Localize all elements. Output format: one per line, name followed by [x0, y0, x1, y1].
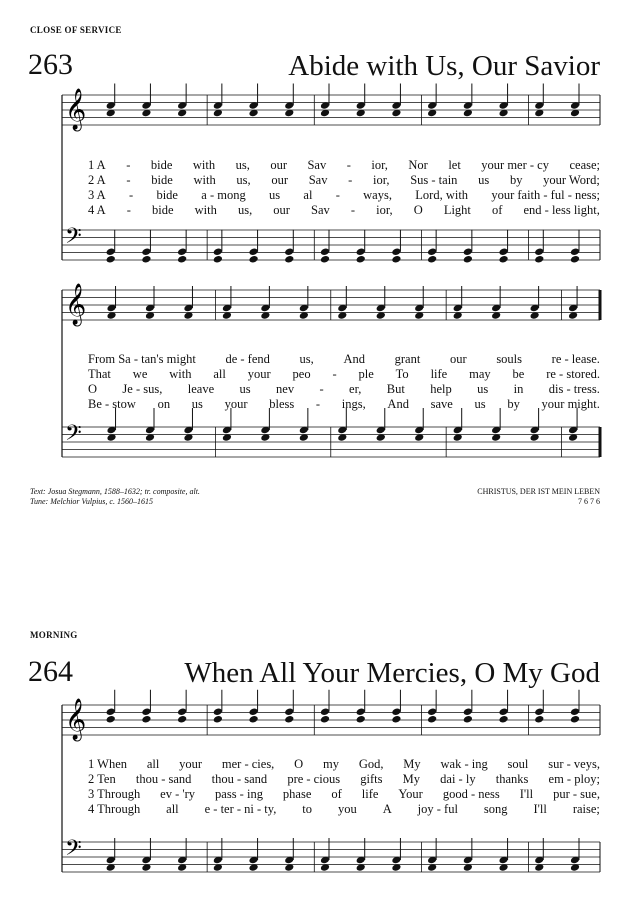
lyric-line [88, 787, 600, 802]
note-head [106, 255, 116, 264]
syllable: Light [443, 203, 471, 217]
syllable: your Word; [543, 173, 600, 187]
syllable: on [157, 397, 171, 411]
syllable: your mer - cy [481, 158, 549, 172]
syllable: I'll [533, 802, 547, 816]
note-head [249, 255, 259, 264]
syllable: your might. [541, 397, 600, 411]
syllable: em - ploy; [548, 772, 600, 786]
lyric-line [88, 772, 600, 787]
syllable: Your [398, 787, 423, 801]
syllable: our [271, 173, 289, 187]
syllable: Je - sus, [122, 382, 163, 396]
syllable: Be - stow [88, 397, 136, 411]
syllable: nev [276, 382, 295, 396]
syllable: our [273, 203, 290, 217]
syllable: e - ter - ni - ty, [204, 802, 277, 816]
syllable: by [509, 173, 523, 187]
syllable: our [270, 158, 287, 172]
note-head [177, 715, 187, 724]
lyric-line [88, 397, 600, 412]
syllable: ior, [373, 173, 390, 187]
note-head [141, 715, 151, 724]
syllable: grant [394, 352, 421, 366]
lyric-line [88, 203, 600, 218]
lyric-line [88, 173, 600, 188]
syllable: us [191, 397, 203, 411]
syllable: And [343, 352, 365, 366]
syllable: 4 Through [88, 802, 141, 816]
note-head [391, 255, 401, 264]
note-head [356, 255, 366, 264]
note-head [427, 255, 437, 264]
syllable: us, [299, 352, 314, 366]
note-head [106, 715, 116, 724]
syllable: ior, [371, 158, 388, 172]
note-head [320, 715, 330, 724]
note-head [570, 715, 580, 724]
note-head [463, 255, 473, 264]
text-credit: Text: Josua Stegmann, 1588–1632; tr. composite, alt. [30, 487, 200, 496]
note-head [320, 255, 330, 264]
syllable: with [192, 158, 216, 172]
syllable: A [382, 802, 392, 816]
syllable: peo [292, 367, 311, 381]
syllable: - [126, 203, 131, 217]
syllable: - [129, 188, 134, 202]
syllable: you [337, 802, 357, 816]
syllable: us [477, 382, 489, 396]
syllable: re - lease. [551, 352, 600, 366]
syllable: Sav [311, 203, 330, 217]
syllable: us, [235, 158, 250, 172]
syllable: But [386, 382, 405, 396]
section-heading: MORNING [30, 630, 78, 640]
syllable: leave [187, 382, 215, 396]
syllable: ior, [376, 203, 393, 217]
syllable: Lord, with [415, 188, 469, 202]
treble-clef-icon: 𝄞 [65, 284, 87, 325]
hymn-number: 264 [28, 655, 73, 688]
note-head [570, 255, 580, 264]
syllable: - [319, 382, 324, 396]
bass-clef-icon: 𝄢 [65, 836, 82, 866]
syllable: your [179, 757, 203, 771]
note-head [534, 715, 544, 724]
syllable: bless [269, 397, 295, 411]
syllable: with [194, 203, 217, 217]
syllable: of [331, 787, 342, 801]
meter: 7 6 7 6 [578, 497, 600, 506]
syllable: cease; [569, 158, 600, 172]
syllable: us, [237, 203, 253, 217]
note-head [249, 715, 259, 724]
syllable: dis - tress. [548, 382, 600, 396]
syllable: joy - ful [417, 802, 458, 816]
syllable: Sav [308, 173, 328, 187]
note-head [463, 715, 473, 724]
syllable: good - ness [442, 787, 500, 801]
syllable: O [88, 382, 98, 396]
note-head [427, 715, 437, 724]
syllable: 4 A [88, 203, 106, 217]
syllable: your faith - ful - ness; [491, 188, 600, 202]
syllable: wak - ing [440, 757, 488, 771]
syllable: To [395, 367, 409, 381]
syllable: That [88, 367, 111, 381]
syllable: pur - sue, [553, 787, 600, 801]
syllable: phase [282, 787, 312, 801]
note-head [213, 255, 223, 264]
syllable: your [224, 397, 248, 411]
syllable: us [268, 188, 281, 202]
syllable: ings, [341, 397, 366, 411]
syllable: O [413, 203, 423, 217]
syllable: in [513, 382, 524, 396]
note-head [141, 255, 151, 264]
note-head [177, 255, 187, 264]
syllable: I'll [519, 787, 534, 801]
syllable: ple [358, 367, 374, 381]
syllable: us, [236, 173, 251, 187]
treble-clef-icon: 𝄞 [65, 89, 87, 130]
syllable: souls [496, 352, 523, 366]
syllable: may [469, 367, 491, 381]
syllable: ways, [363, 188, 392, 202]
syllable: life [361, 787, 379, 801]
lyric-line [88, 188, 600, 203]
syllable: dai - ly [440, 772, 476, 786]
syllable: soul [507, 757, 529, 771]
syllable: thou - sand [211, 772, 268, 786]
syllable: er, [349, 382, 362, 396]
syllable: save [430, 397, 453, 411]
syllable: My [403, 757, 421, 771]
syllable: - [348, 173, 353, 187]
syllable: all [166, 802, 179, 816]
treble-clef-icon: 𝄞 [65, 699, 87, 740]
syllable: bide [150, 158, 173, 172]
syllable: 3 Through [88, 787, 141, 801]
syllable: - [332, 367, 337, 381]
syllable: - [335, 188, 340, 202]
syllable: God, [358, 757, 384, 771]
syllable: be [512, 367, 525, 381]
syllable: with [169, 367, 192, 381]
syllable: to [302, 802, 313, 816]
syllable: end - less light, [523, 203, 600, 217]
syllable: 1 A [88, 158, 106, 172]
syllable: let [448, 158, 461, 172]
note-head [284, 715, 294, 724]
syllable: - [350, 203, 356, 217]
syllable: - [346, 158, 351, 172]
syllable: 1 When [88, 757, 127, 771]
syllable: pre - cious [287, 772, 341, 786]
lyric-line [88, 382, 600, 397]
syllable: - [126, 158, 131, 172]
syllable: a - mong [201, 188, 246, 202]
section-heading: CLOSE OF SERVICE [30, 25, 122, 35]
syllable: mer - cies, [221, 757, 275, 771]
syllable: by [507, 397, 520, 411]
lyric-line [88, 352, 600, 367]
syllable: al [303, 188, 313, 202]
syllable: my [323, 757, 339, 771]
lyric-line [88, 367, 600, 382]
syllable: From Sa - tan's might [88, 352, 196, 366]
syllable: My [402, 772, 420, 786]
note-head [213, 715, 223, 724]
note-head [284, 255, 294, 264]
syllable: pass - ing [215, 787, 263, 801]
lyric-line [88, 802, 600, 817]
note-head [356, 715, 366, 724]
syllable: re - stored. [546, 367, 600, 381]
syllable: thou - sand [135, 772, 192, 786]
syllable: of [492, 203, 503, 217]
bass-clef-icon: 𝄢 [65, 421, 82, 451]
syllable: gifts [360, 772, 383, 786]
syllable: - [315, 397, 321, 411]
syllable: 2 Ten [88, 772, 116, 786]
syllable: ev - 'ry [160, 787, 196, 801]
syllable: O [294, 757, 304, 771]
hymn-number: 263 [28, 48, 73, 81]
syllable: Nor [408, 158, 428, 172]
hymn-title: When All Your Mercies, O My God [184, 657, 600, 689]
syllable: us [474, 397, 486, 411]
note-head [391, 715, 401, 724]
tune-name: CHRISTUS, DER IST MEIN LEBEN [477, 487, 600, 496]
hymn-title: Abide with Us, Our Savior [288, 50, 600, 82]
syllable: 2 A [88, 173, 106, 187]
tune-credit: Tune: Melchior Vulpius, c. 1560–1615 [30, 497, 153, 506]
syllable: bide [156, 188, 178, 202]
syllable: song [483, 802, 508, 816]
syllable: 3 A [88, 188, 106, 202]
syllable: us [239, 382, 251, 396]
bass-clef-icon: 𝄢 [65, 224, 82, 254]
syllable: raise; [572, 802, 600, 816]
note-head [499, 715, 509, 724]
syllable: all [213, 367, 226, 381]
syllable: de - fend [225, 352, 270, 366]
syllable: sur - veys, [548, 757, 600, 771]
syllable: life [430, 367, 448, 381]
syllable: we [132, 367, 148, 381]
syllable: bide [152, 203, 174, 217]
lyric-line [88, 158, 600, 173]
note-head [499, 255, 509, 264]
syllable: us [478, 173, 490, 187]
syllable: bide [151, 173, 173, 187]
syllable: Sus - tain [410, 173, 458, 187]
syllable: thanks [495, 772, 529, 786]
note-head [534, 255, 544, 264]
syllable: all [146, 757, 160, 771]
syllable: our [449, 352, 467, 366]
syllable: - [126, 173, 131, 187]
syllable: your [247, 367, 271, 381]
lyric-line [88, 757, 600, 772]
syllable: with [193, 173, 216, 187]
syllable: And [387, 397, 409, 411]
syllable: Sav [307, 158, 327, 172]
syllable: help [430, 382, 452, 396]
